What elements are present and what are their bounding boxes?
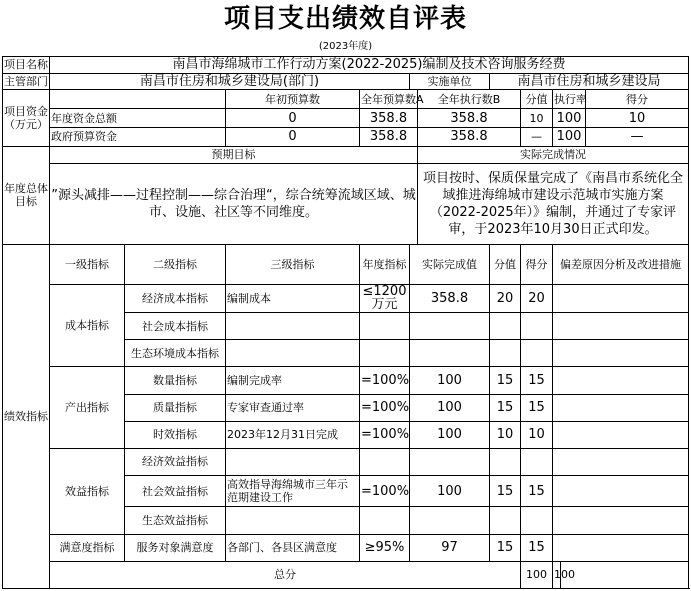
level2-cell: 社会成本指标	[125, 313, 226, 340]
actual-result-text: 项目按时、保质保量完成了《南昌市系统化全域推进海绵城市建设示范城市实施方案（2022-2025年）》编制，并通过了专家评审，于2023年10月30日正式印发。	[418, 163, 689, 245]
level2-cell: 服务对象满意度	[125, 534, 226, 561]
impl-label: 实施单位	[410, 73, 490, 90]
note-cell	[553, 476, 689, 507]
target-cell: =100%	[360, 394, 410, 421]
perf-header-level2: 二级指标	[125, 245, 226, 285]
note-cell	[553, 507, 689, 534]
weight-cell	[490, 507, 521, 534]
funds-row-score: —	[586, 128, 689, 147]
expected-goal-text: ”源头减排——过程控制——综合治理“，综合统筹流域区域、城市、设施、社区等不同维度。	[50, 163, 418, 245]
target-cell	[360, 507, 410, 534]
level3-cell	[226, 340, 360, 367]
score-cell	[521, 313, 553, 340]
funds-row-executed: 358.8	[418, 109, 521, 128]
funds-header-rate: 执行率	[553, 90, 586, 109]
funds-header-executed: 全年执行数B	[418, 90, 521, 109]
dept-value: 南昌市住房和城乡建设局(部门)	[50, 73, 410, 90]
funds-row-weight: 10	[521, 109, 553, 128]
target-cell: ≥95%	[360, 534, 410, 561]
target-cell: =100%	[360, 367, 410, 394]
weight-cell	[490, 313, 521, 340]
perf-header-target: 年度指标	[360, 245, 410, 285]
expected-goal-label: 预期目标	[50, 146, 418, 163]
perf-indicator-label: 绩效指标	[3, 245, 50, 589]
self-evaluation-table	[2, 56, 689, 589]
level2-cell: 质量指标	[125, 394, 226, 421]
target-cell: =100%	[360, 421, 410, 448]
funds-row-rate: 100	[553, 128, 586, 147]
weight-cell: 15	[490, 476, 521, 507]
score-cell: 10	[521, 421, 553, 448]
note-cell	[553, 394, 689, 421]
actual-cell: 100	[410, 421, 490, 448]
actual-result-label: 实际完成情况	[418, 146, 689, 163]
perf-header-actual: 实际完成值	[410, 245, 490, 285]
level3-cell: 高效指导海绵城市三年示范期建设工作	[226, 476, 360, 507]
actual-cell: 97	[410, 534, 490, 561]
level1-output: 产出指标	[50, 367, 125, 449]
actual-cell: 100	[410, 367, 490, 394]
level2-cell: 经济效益指标	[125, 448, 226, 475]
level2-cell: 经济成本指标	[125, 284, 226, 312]
level2-cell: 社会效益指标	[125, 476, 226, 507]
actual-cell: 358.8	[410, 284, 490, 312]
score-cell	[521, 340, 553, 367]
score-cell: 15	[521, 367, 553, 394]
note-cell	[553, 367, 689, 394]
level3-cell	[226, 313, 360, 340]
level3-cell: 编制成本	[226, 284, 360, 312]
score-cell: 15	[521, 394, 553, 421]
perf-header-score: 得分	[521, 245, 553, 285]
funds-header-initial: 年初预算数	[226, 90, 360, 109]
year-label: (2023年度)	[318, 41, 373, 52]
level1-benefit: 效益指标	[50, 448, 125, 534]
funds-row-initial: 0	[226, 128, 360, 147]
funds-row-annual: 358.8	[360, 109, 418, 128]
actual-cell	[410, 507, 490, 534]
funds-row-score: 10	[586, 109, 689, 128]
level2-cell: 时效指标	[125, 421, 226, 448]
level1-satisfaction: 满意度指标	[50, 534, 125, 561]
funds-row-annual: 358.8	[360, 128, 418, 147]
note-cell	[553, 340, 689, 367]
actual-cell	[410, 340, 490, 367]
total-label: 总分	[50, 561, 521, 588]
funds-header-weight: 分值	[521, 90, 553, 109]
note-cell	[553, 534, 689, 561]
actual-cell	[410, 448, 490, 475]
perf-header-level1: 一级指标	[50, 245, 125, 285]
perf-header-level3: 三级指标	[226, 245, 360, 285]
actual-cell	[410, 313, 490, 340]
note-cell	[553, 448, 689, 475]
project-name-label: 项目名称	[4, 58, 48, 72]
actual-cell: 100	[410, 394, 490, 421]
funds-row-name: 年度资金总额	[50, 109, 226, 128]
target-cell: ≤1200万元	[360, 284, 410, 312]
level3-cell: 专家审查通过率	[226, 394, 360, 421]
weight-cell: 10	[490, 421, 521, 448]
funds-header-annual: 全年预算数A	[360, 90, 418, 109]
target-cell	[360, 313, 410, 340]
note-cell	[553, 421, 689, 448]
target-cell: =100%	[360, 476, 410, 507]
score-cell: 20	[521, 284, 553, 312]
funds-header-score: 得分	[586, 90, 689, 109]
level3-cell: 各部门、各县区满意度	[226, 534, 360, 561]
score-cell: 15	[521, 534, 553, 561]
perf-header-note: 偏差原因分析及改进措施	[553, 245, 689, 285]
total-score: 100	[553, 561, 561, 588]
level3-cell	[226, 507, 360, 534]
score-cell: 15	[521, 476, 553, 507]
weight-cell	[490, 340, 521, 367]
impl-value: 南昌市住房和城乡建设局	[490, 73, 689, 90]
page-title: 项目支出绩效自评表	[223, 4, 467, 34]
project-name: 南昌市海绵城市工作行动方案(2022-2025)编制及技术咨询服务经费	[50, 57, 689, 74]
level2-cell: 生态效益指标	[125, 507, 226, 534]
perf-header-weight: 分值	[490, 245, 521, 285]
weight-cell: 15	[490, 367, 521, 394]
level2-cell: 数量指标	[125, 367, 226, 394]
target-cell	[360, 340, 410, 367]
dept-label: 主管部门	[4, 75, 48, 89]
weight-cell: 20	[490, 284, 521, 312]
level3-cell	[226, 448, 360, 475]
score-cell	[521, 448, 553, 475]
funds-row-initial: 0	[226, 109, 360, 128]
funds-label: 项目资金（万元）	[3, 90, 50, 146]
note-cell	[553, 284, 689, 312]
note-cell	[553, 313, 689, 340]
level1-cost: 成本指标	[50, 284, 125, 367]
weight-cell: 15	[490, 394, 521, 421]
actual-cell: 100	[410, 476, 490, 507]
level3-cell: 编制完成率	[226, 367, 360, 394]
funds-row-weight: —	[521, 128, 553, 147]
funds-row-name: 政府预算资金	[50, 128, 226, 147]
annual-goal-label: 年度总体目标	[3, 146, 50, 244]
funds-row-rate: 100	[553, 109, 586, 128]
funds-row-executed: 358.8	[418, 128, 521, 147]
level3-cell: 2023年12月31日完成	[226, 421, 360, 448]
total-weight: 100	[521, 561, 553, 588]
weight-cell: 15	[490, 534, 521, 561]
weight-cell	[490, 448, 521, 475]
target-cell	[360, 448, 410, 475]
score-cell	[521, 507, 553, 534]
level2-cell: 生态环境成本指标	[125, 340, 226, 367]
